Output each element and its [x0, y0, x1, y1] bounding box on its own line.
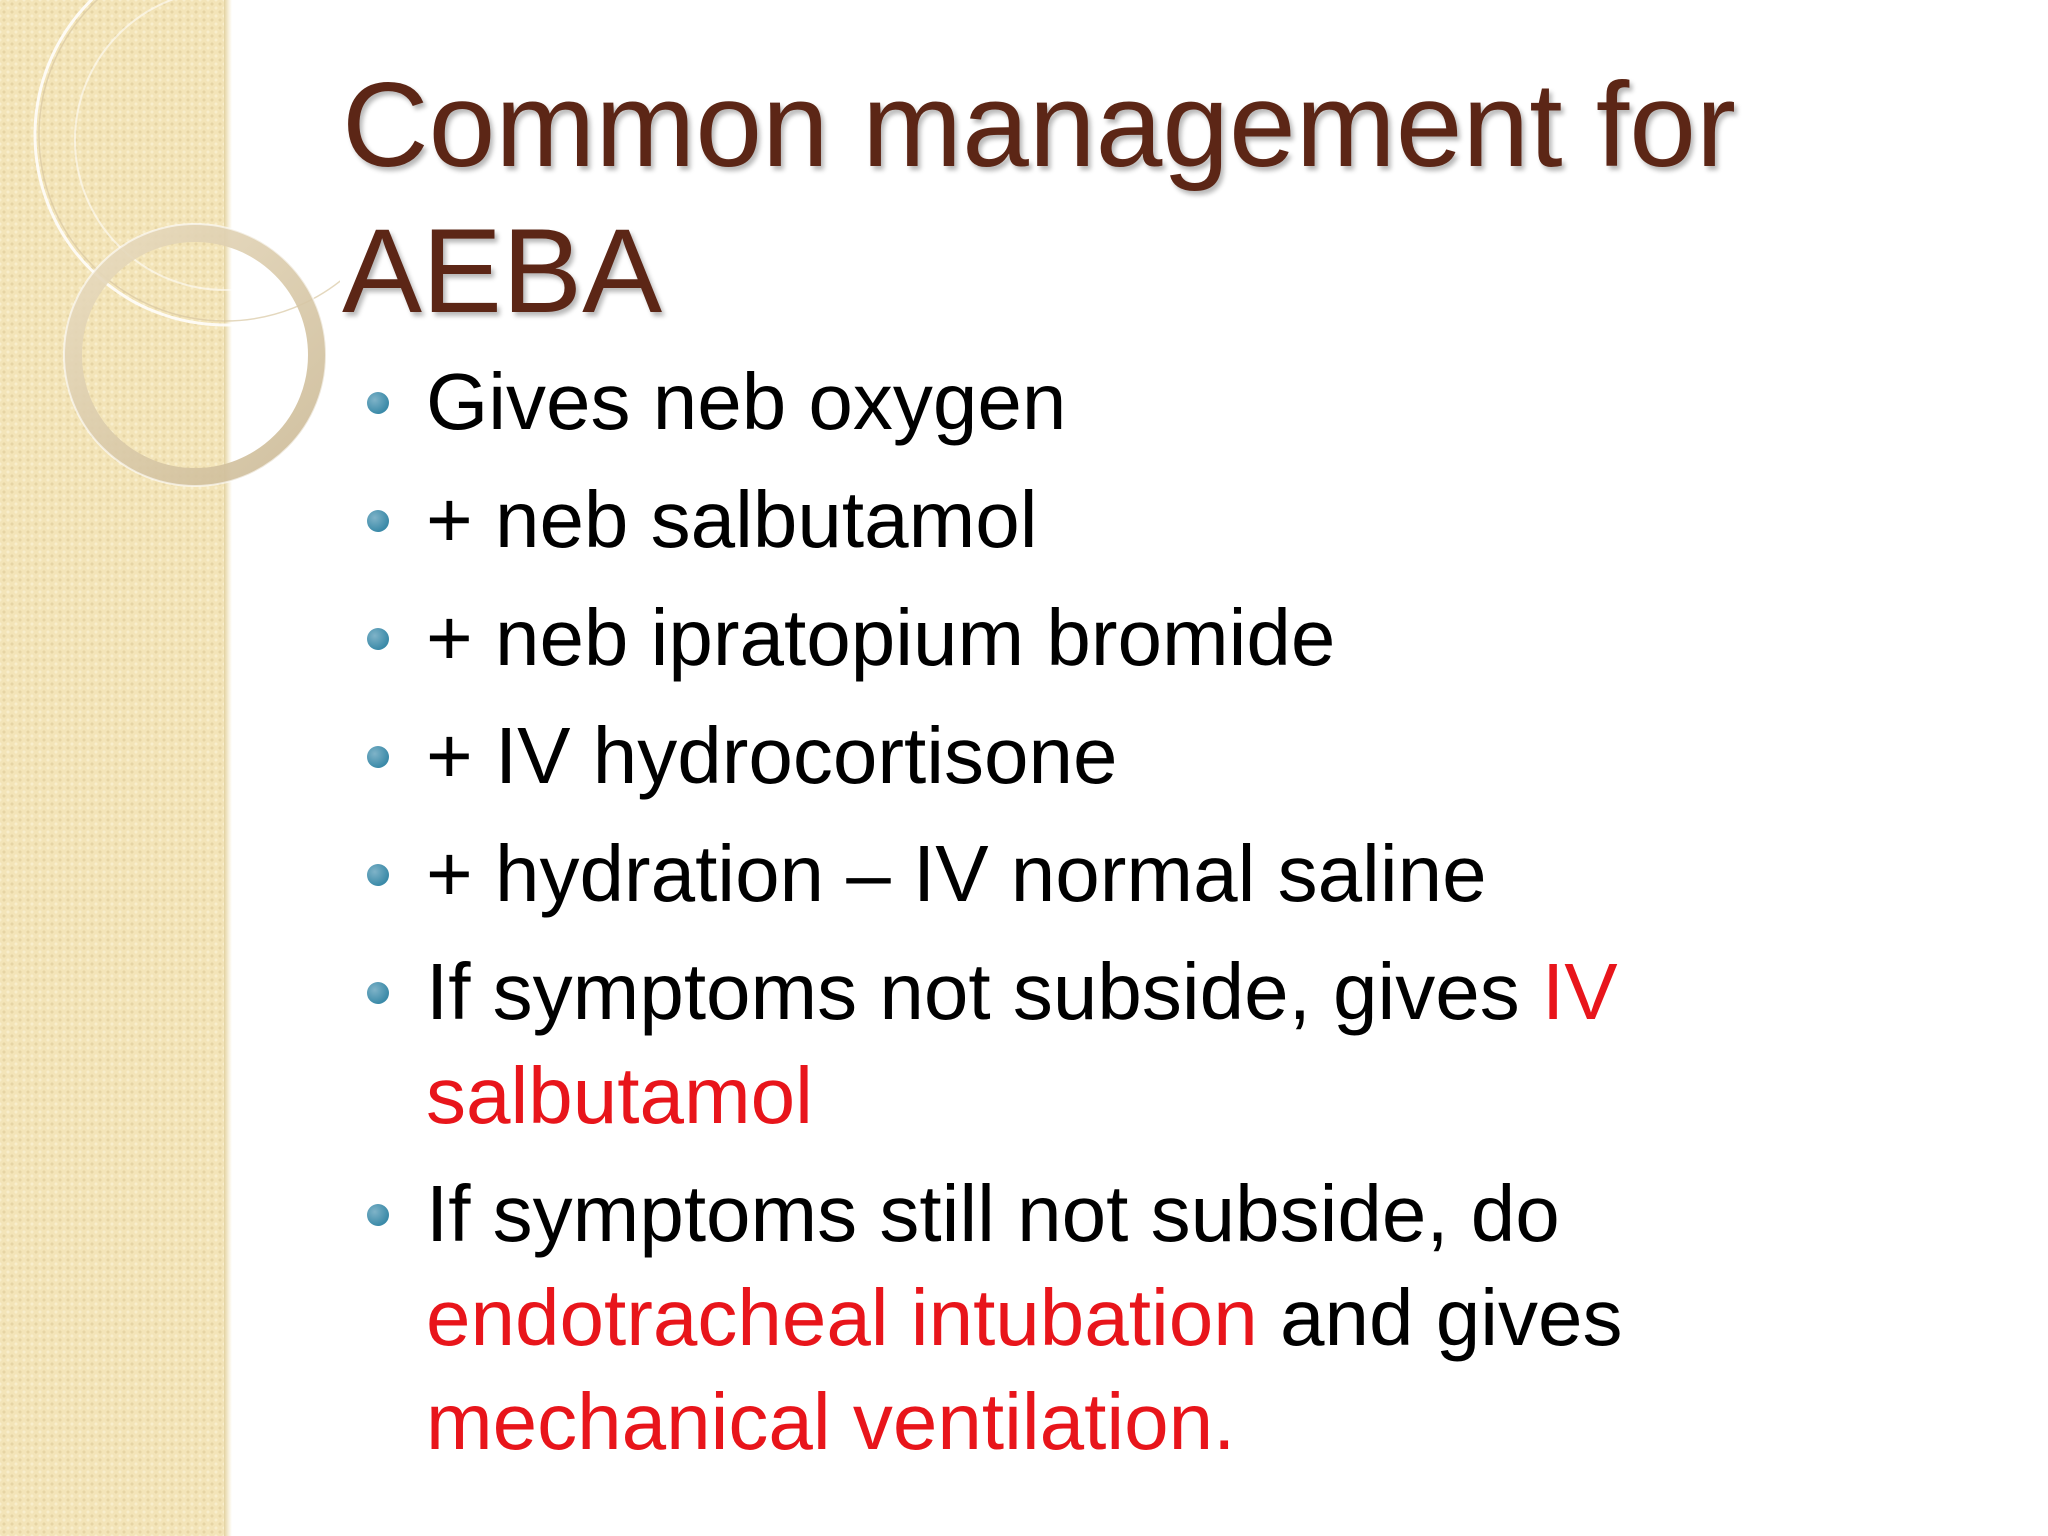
round-bullet-icon: [367, 1204, 389, 1226]
round-bullet-icon: [367, 392, 389, 414]
round-bullet-icon: [367, 982, 389, 1004]
bullet-item: [342, 704, 1982, 808]
round-bullet-icon: [367, 864, 389, 886]
bullet-text: If symptoms still not subside, do: [426, 1169, 1560, 1258]
bullet-text: + hydration – IV normal saline: [426, 829, 1487, 918]
bullet-item: [342, 1162, 1982, 1474]
bullet-item: [342, 468, 1982, 572]
bullet-list: [342, 350, 1982, 1474]
bullet-text: + neb ipratopium bromide: [426, 593, 1336, 682]
bullet-item: [342, 822, 1982, 926]
bullet-text: If symptoms not subside, gives: [426, 947, 1543, 1036]
bullet-text: Gives neb oxygen: [426, 357, 1067, 446]
bullet-item: [342, 586, 1982, 690]
round-bullet-icon: [367, 628, 389, 650]
slide-title: Common management for AEBA: [342, 58, 1736, 338]
bullet-text: + IV hydrocortisone: [426, 711, 1118, 800]
round-bullet-icon: [367, 510, 389, 532]
bullet-emphasis: endotracheal intubation: [426, 1273, 1258, 1362]
bullet-emphasis: IV salbutamol: [426, 947, 1618, 1140]
ring-ornament-icon: [0, 0, 340, 520]
bullet-item: [342, 350, 1982, 454]
slide-content: [342, 52, 1982, 1488]
bullet-text: + neb salbutamol: [426, 475, 1038, 564]
bullet-item: [342, 940, 1982, 1148]
bullet-text-continued: and gives: [1257, 1273, 1623, 1362]
round-bullet-icon: [367, 746, 389, 768]
bullet-emphasis: mechanical ventilation.: [426, 1377, 1236, 1466]
